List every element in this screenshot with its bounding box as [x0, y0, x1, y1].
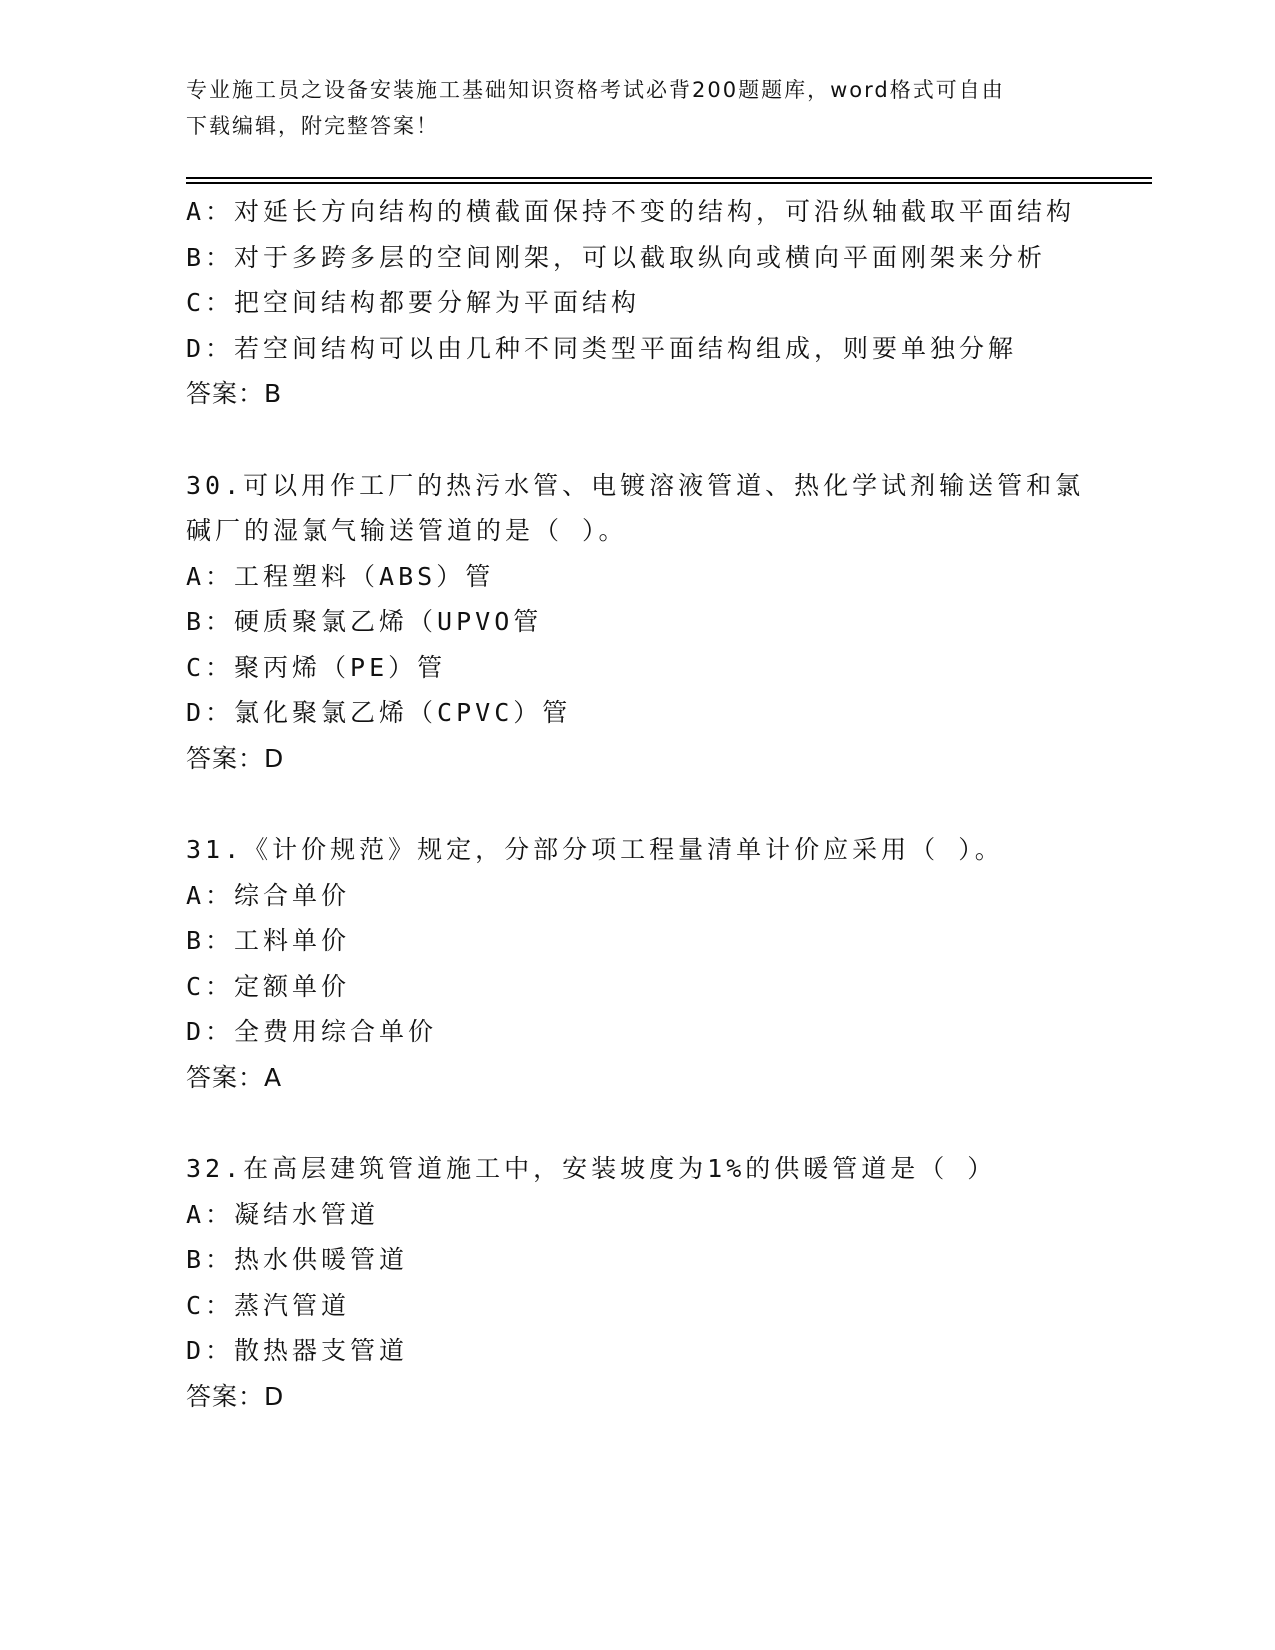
option-b: B：对于多跨多层的空间刚架，可以截取纵向或横向平面刚架来分析 — [186, 242, 1047, 272]
option-b: B：硬质聚氯乙烯（UPVO管 — [186, 607, 543, 636]
answer-line: 答案：D — [186, 743, 285, 773]
header-divider-bottom — [186, 182, 1152, 184]
option-c: C：把空间结构都要分解为平面结构 — [186, 288, 641, 317]
answer-line: 答案：A — [186, 1062, 283, 1092]
spacer — [186, 781, 1146, 827]
option-c: C：聚丙烯（PE）管 — [186, 652, 447, 682]
option-a: A：对延长方向结构的横截面保持不变的结构，可沿纵轴截取平面结构 — [186, 197, 1076, 226]
question-stem: 31.《计价规范》规定，分部分项工程量清单计价应采用（ ）。 — [186, 835, 1004, 864]
option-b: B：工料单价 — [186, 926, 351, 955]
option-c: C：蒸汽管道 — [186, 1290, 351, 1320]
question-stem: 30.可以用作工厂的热污水管、电镀溶液管道、热化学试剂输送管和氯 — [186, 470, 1085, 500]
header-line-1: 专业施工员之设备安装施工基础知识资格考试必背200题题库，word格式可自由 — [186, 78, 1005, 102]
option-a: A：综合单价 — [186, 880, 351, 910]
question-stem-continued: 碱厂的湿氯气输送管道的是（ ）。 — [186, 516, 628, 545]
question-29 — [186, 189, 1146, 417]
option-d: D：全费用综合单价 — [186, 1017, 438, 1046]
option-b: B：热水供暖管道 — [186, 1245, 409, 1274]
question-32 — [186, 1146, 1146, 1419]
option-a: A：凝结水管道 — [186, 1199, 380, 1229]
header-line-2: 下载编辑，附完整答案！ — [186, 114, 439, 138]
answer-line: 答案：D — [186, 1381, 285, 1411]
option-d: D：若空间结构可以由几种不同类型平面结构组成，则要单独分解 — [186, 333, 1018, 363]
question-list — [186, 189, 1146, 1419]
spacer — [186, 1100, 1146, 1146]
question-stem: 32.在高层建筑管道施工中，安装坡度为1%的供暖管道是（ ） — [186, 1154, 997, 1183]
option-d: D：散热器支管道 — [186, 1336, 409, 1365]
header-divider-top — [186, 177, 1152, 179]
answer-line: 答案：B — [186, 379, 283, 408]
question-30 — [186, 463, 1146, 782]
question-31 — [186, 827, 1146, 1100]
option-d: D：氯化聚氯乙烯（CPVC）管 — [186, 698, 572, 727]
option-c: C：定额单价 — [186, 971, 351, 1001]
spacer — [186, 417, 1146, 463]
document-header — [186, 72, 1086, 144]
option-a: A：工程塑料（ABS）管 — [186, 561, 495, 591]
